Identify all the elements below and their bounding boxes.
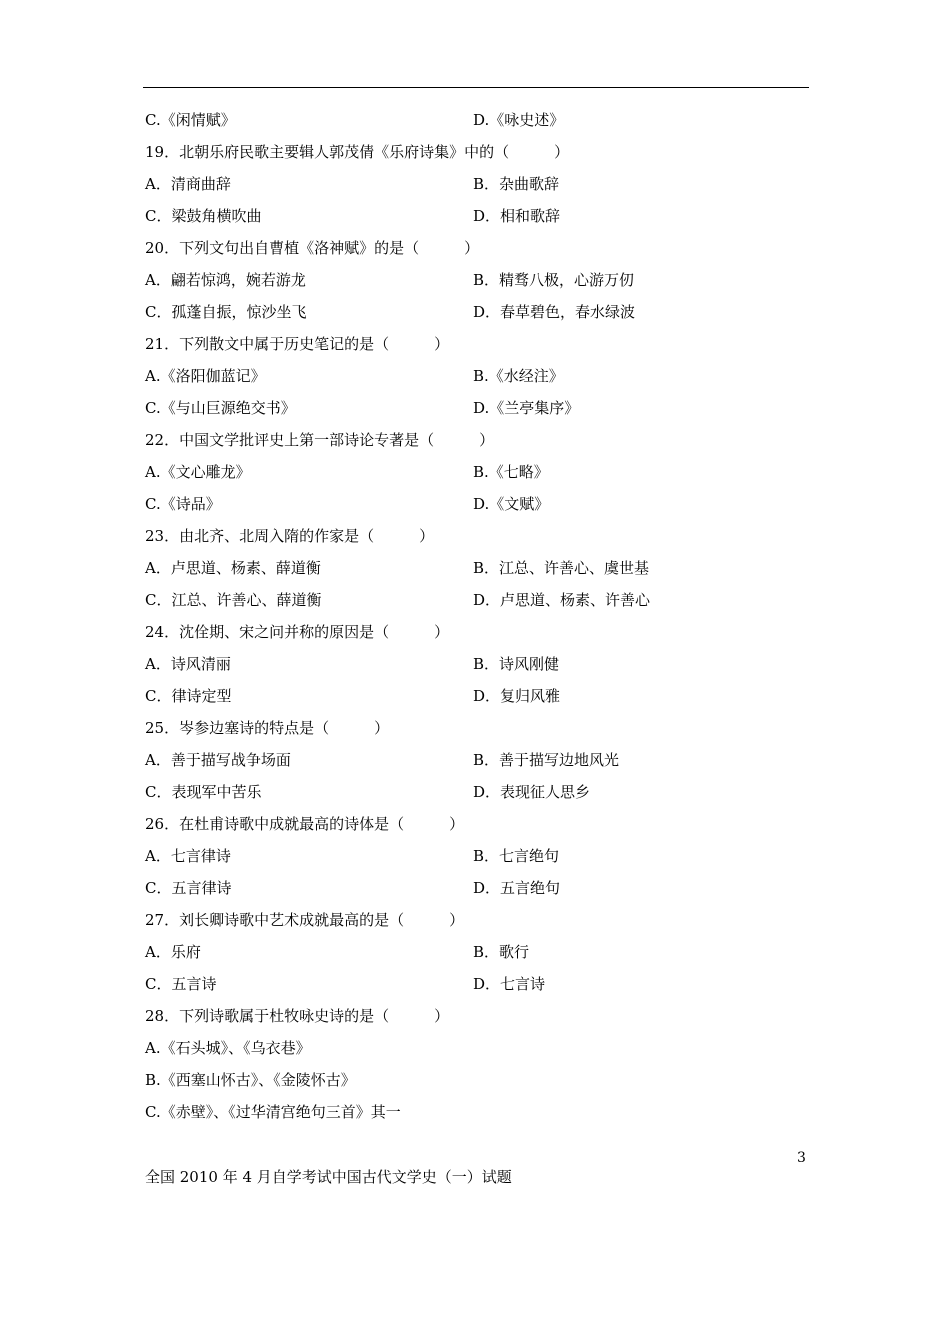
question-line	[145, 1064, 805, 1096]
option-right: B．七言绝句	[473, 847, 560, 865]
option-row	[145, 584, 805, 616]
question-line	[145, 136, 805, 168]
option-left: C.《与山巨源绝交书》	[145, 399, 296, 417]
option-row	[145, 200, 805, 232]
option-row	[145, 968, 805, 1000]
option-right: B．精骛八极，心游万仞	[473, 271, 635, 289]
option-row	[145, 872, 805, 904]
question-line	[145, 904, 805, 936]
option-row	[145, 648, 805, 680]
option-right: B．歌行	[473, 943, 530, 961]
page-footer: 全国 2010 年 4 月自学考试中国古代文学史（一）试题	[145, 1168, 512, 1186]
question-text: 28．下列诗歌属于杜牧咏史诗的是（ ）	[145, 1007, 450, 1025]
question-line	[145, 232, 805, 264]
question-text: B.《西塞山怀古》、《金陵怀古》	[145, 1071, 356, 1089]
option-right: B.《水经注》	[473, 367, 564, 385]
question-text: 26．在杜甫诗歌中成就最高的诗体是（ ）	[145, 815, 465, 833]
page-number: 3	[797, 1150, 806, 1166]
question-line	[145, 616, 805, 648]
option-left: A．翩若惊鸿，婉若游龙	[145, 271, 306, 289]
option-right: D．春草碧色，春水绿波	[473, 303, 636, 321]
option-right: B．诗风刚健	[473, 655, 560, 673]
question-text: 27．刘长卿诗歌中艺术成就最高的是（ ）	[145, 911, 465, 929]
option-right: D．五言绝句	[473, 879, 561, 897]
question-text: 20．下列文句出自曹植《洛神赋》的是（ ）	[145, 239, 480, 257]
question-line	[145, 1096, 805, 1128]
option-left: A.《洛阳伽蓝记》	[145, 367, 266, 385]
question-line	[145, 520, 805, 552]
option-left: A．卢思道、杨素、薛道衡	[145, 559, 321, 577]
option-right: D.《咏史述》	[473, 111, 565, 129]
option-left: A．乐府	[145, 943, 201, 961]
option-right: D．表现征人思乡	[473, 783, 591, 801]
option-left: C．梁鼓角横吹曲	[145, 207, 262, 225]
option-right: D.《兰亭集序》	[473, 399, 580, 417]
option-row	[145, 936, 805, 968]
option-left: C．五言诗	[145, 975, 217, 993]
question-line	[145, 328, 805, 360]
option-left: A．七言律诗	[145, 847, 231, 865]
exam-content	[145, 104, 805, 1128]
header-rule	[143, 87, 809, 88]
question-line	[145, 712, 805, 744]
option-right: B．江总、许善心、虞世基	[473, 559, 650, 577]
option-left: C．律诗定型	[145, 687, 232, 705]
question-text: 21．下列散文中属于历史笔记的是（ ）	[145, 335, 450, 353]
question-line	[145, 1000, 805, 1032]
option-row	[145, 840, 805, 872]
question-text: 24．沈佺期、宋之问并称的原因是（ ）	[145, 623, 450, 641]
option-right: B.《七略》	[473, 463, 549, 481]
option-right: D.《文赋》	[473, 495, 550, 513]
option-right: D．卢思道、杨素、许善心	[473, 591, 651, 609]
option-right: D．复归风雅	[473, 687, 561, 705]
option-left: C．表现军中苦乐	[145, 783, 262, 801]
option-row	[145, 552, 805, 584]
option-row	[145, 360, 805, 392]
question-text: 25．岑参边塞诗的特点是（ ）	[145, 719, 390, 737]
option-row	[145, 456, 805, 488]
option-right: B．善于描写边地风光	[473, 751, 620, 769]
question-line	[145, 424, 805, 456]
question-text: 23．由北齐、北周入隋的作家是（ ）	[145, 527, 435, 545]
option-right: B．杂曲歌辞	[473, 175, 560, 193]
question-line	[145, 1032, 805, 1064]
option-left: A．诗风清丽	[145, 655, 231, 673]
question-line	[145, 808, 805, 840]
option-left: A．清商曲辞	[145, 175, 231, 193]
option-row	[145, 392, 805, 424]
option-left: A．善于描写战争场面	[145, 751, 291, 769]
question-text: C.《赤壁》、《过华清宫绝句三首》其一	[145, 1103, 401, 1121]
option-row	[145, 168, 805, 200]
option-left: C．江总、许善心、薛道衡	[145, 591, 322, 609]
option-left: C．五言律诗	[145, 879, 232, 897]
option-right: D．相和歌辞	[473, 207, 561, 225]
option-row	[145, 680, 805, 712]
option-row	[145, 744, 805, 776]
option-left: A.《文心雕龙》	[145, 463, 251, 481]
option-row	[145, 264, 805, 296]
question-text: A.《石头城》、《乌衣巷》	[145, 1039, 311, 1057]
option-row	[145, 488, 805, 520]
question-text: 22．中国文学批评史上第一部诗论专著是（ ）	[145, 431, 495, 449]
option-row	[145, 296, 805, 328]
option-row	[145, 104, 805, 136]
option-left: C.《闲情赋》	[145, 111, 236, 129]
option-left: C．孤蓬自振，惊沙坐飞	[145, 303, 307, 321]
option-right: D．七言诗	[473, 975, 546, 993]
option-left: C.《诗品》	[145, 495, 221, 513]
question-text: 19．北朝乐府民歌主要辑人郭茂倩《乐府诗集》中的（ ）	[145, 143, 570, 161]
option-row	[145, 776, 805, 808]
